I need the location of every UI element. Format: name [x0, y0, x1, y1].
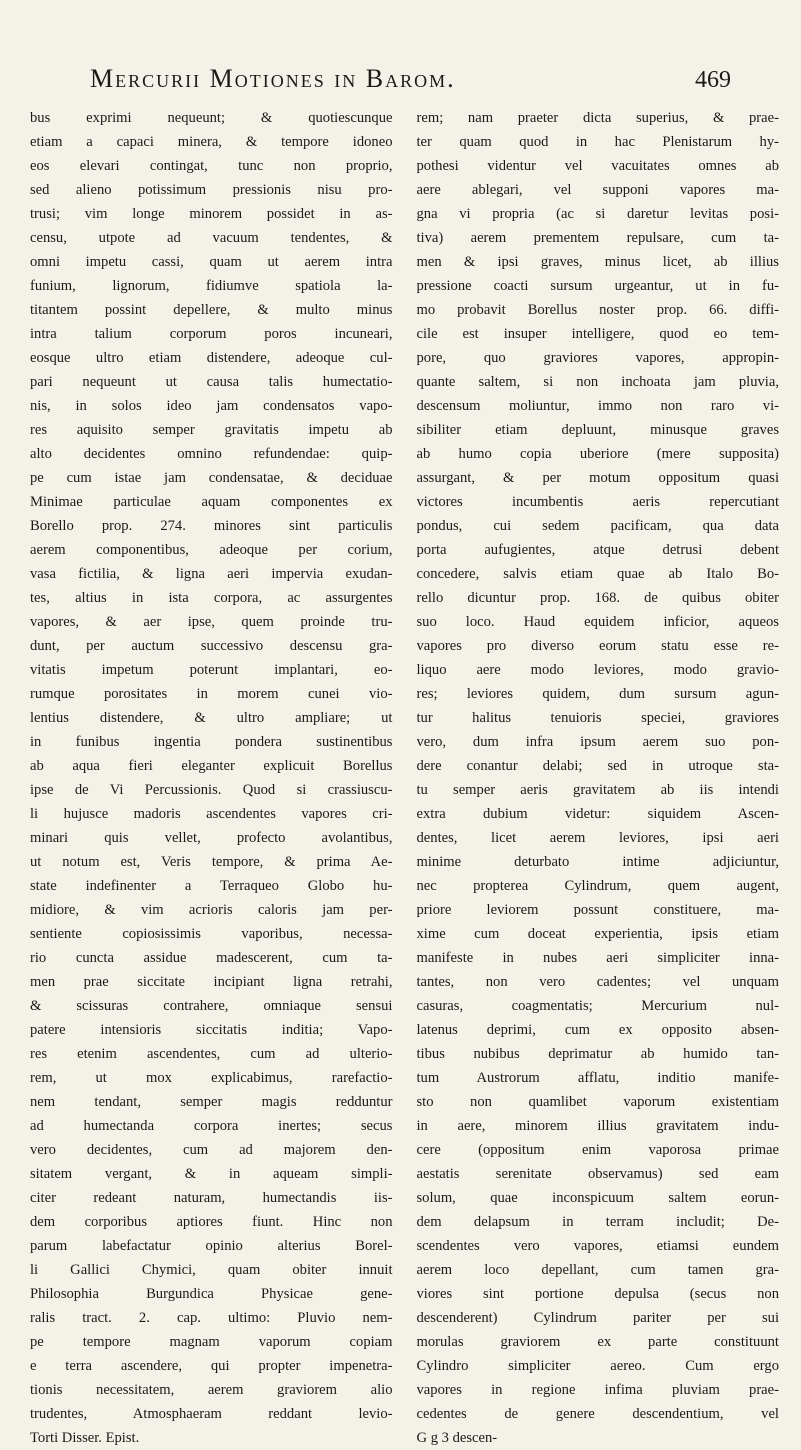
- text-line: rumque porositates in morem cunei vio-: [30, 686, 393, 702]
- text-line: alto decidentes omnino refundendae: quip-: [30, 446, 393, 462]
- text-line: liquo aere modo leviores, modo gravio-: [416, 662, 779, 678]
- text-line: aere ablegari, vel supponi vapores ma-: [416, 182, 779, 198]
- text-line: concedere, salvis etiam quae ab Italo Bo-: [416, 566, 779, 582]
- text-line: assurgant, & per motum oppositum quasi: [416, 470, 779, 486]
- text-line: aerem loco depellant, cum tamen gra-: [416, 1262, 779, 1278]
- text-line: in funibus ingentia pondera sustinentibus: [30, 734, 393, 750]
- text-line: solum, quae inconspicuum saltem eorun-: [416, 1190, 779, 1206]
- text-line: sto non quamlibet vaporum existentiam: [416, 1094, 779, 1110]
- text-line: pondus, cui sedem pacificam, qua data: [416, 518, 779, 534]
- text-line: e terra ascendere, qui propter impenetra-: [30, 1358, 393, 1374]
- right-column: [416, 106, 780, 1446]
- text-line: vapores in regione infima pluviam prae-: [416, 1382, 779, 1398]
- text-line: quante saltem, si non inchoata jam pluvia,: [416, 374, 779, 390]
- text-line: tionis necessitatem, aerem graviorem alio: [30, 1382, 393, 1398]
- text-line: Philosophia Burgundica Physicae gene-: [30, 1286, 393, 1302]
- text-line: casuras, coagmentatis; Mercurium nul-: [416, 998, 779, 1014]
- text-line: Minimae particulae aquam componentes ex: [30, 494, 393, 510]
- text-line: li Gallici Chymici, quam obiter innuit: [30, 1262, 393, 1278]
- text-line: tiva) aerem prementem repulsare, cum ta-: [416, 230, 779, 246]
- text-line: ab humo copia uberiore (mere supposita): [416, 446, 779, 462]
- text-line: nis, in solos ideo jam condensatos vapo-: [30, 398, 393, 414]
- text-line: scendentes vero vapores, etiamsi eundem: [416, 1238, 779, 1254]
- text-line: rio cuncta assidue madescerent, cum ta-: [30, 950, 393, 966]
- text-line: Cylindro simpliciter aereo. Cum ergo: [416, 1358, 779, 1374]
- left-column: [30, 106, 393, 1446]
- text-line: res aquisito semper gravitatis impetu ab: [30, 422, 393, 438]
- text-line: descenderent) Cylindrum pariter per sui: [416, 1310, 779, 1326]
- text-line: ut notum est, Veris tempore, & prima Ae-: [30, 854, 393, 870]
- text-line: nem tendant, semper magis redduntur: [30, 1094, 393, 1110]
- text-line: aerem componentibus, adeoque per corium,: [30, 542, 393, 558]
- text-line: manifeste in nubes aeri simpliciter inna-: [416, 950, 779, 966]
- text-line: suo loco. Haud equidem inficior, aqueos: [416, 614, 779, 630]
- text-line: li hujusce madoris ascendentes vapores cri-: [30, 806, 393, 822]
- text-line: rem, ut mox explicabimus, rarefactio-: [30, 1070, 393, 1086]
- text-line: trudentes, Atmosphaeram reddant levio-: [30, 1406, 393, 1422]
- text-line: sitatem vergant, & in aqueam simpli-: [30, 1166, 393, 1182]
- text-line: vero decidentes, cum ad majorem den-: [30, 1142, 393, 1158]
- text-line: pe cum istae jam condensatae, & deciduae: [30, 470, 393, 486]
- text-line: rello dicuntur prop. 168. de quibus obiter: [416, 590, 779, 606]
- text-line: sed alieno potissimum pressionis nisu pro-: [30, 182, 393, 198]
- text-line: priore leviorem possunt constituere, ma-: [416, 902, 779, 918]
- text-line: xime cum doceat experientia, ipsis etiam: [416, 926, 779, 942]
- text-line: tantes, non vero cadentes; vel unquam: [416, 974, 779, 990]
- text-line: vasa fictilia, & ligna aeri impervia exudan-: [30, 566, 393, 582]
- text-line: men prae siccitate incipiant ligna retrahi,: [30, 974, 393, 990]
- text-line: nec propterea Cylindrum, quem augent,: [416, 878, 779, 894]
- text-line: ad humectanda corpora inertes; secus: [30, 1118, 393, 1134]
- text-line: titantem possint depellere, & multo minus: [30, 302, 393, 318]
- text-columns: [30, 106, 779, 1446]
- text-line: mo probavit Borellus noster prop. 66. diffi-: [416, 302, 779, 318]
- text-line: bus exprimi nequeunt; & quotiescunque: [30, 110, 393, 126]
- text-line: res; leviores quidem, dum sursum agun-: [416, 686, 779, 702]
- text-line: ter quam quod in hac Plenistarum hy-: [416, 134, 779, 150]
- text-line: lentius distendere, & ultro ampliare; ut: [30, 710, 393, 726]
- text-line: pressione coacti sursum urgeantur, ut in fu-: [416, 278, 779, 294]
- text-line: funium, lignorum, fidiumve spatiola la-: [30, 278, 393, 294]
- text-line: morulas graviorem ex parte constituunt: [416, 1334, 779, 1350]
- text-line: dem delapsum in terram includit; De-: [416, 1214, 779, 1230]
- text-line: dere conantur delabi; sed in utroque sta-: [416, 758, 779, 774]
- text-line: descensum moliuntur, immo non raro vi-: [416, 398, 779, 414]
- text-line: vitatis impetum poterunt implantari, eo-: [30, 662, 393, 678]
- text-line: citer redeant naturam, humectandis iis-: [30, 1190, 393, 1206]
- text-line: trusi; vim longe minorem possidet in as-: [30, 206, 393, 222]
- text-line: tes, altius in ista corpora, ac assurgentes: [30, 590, 393, 606]
- text-line: G g 3 descen-: [416, 1430, 498, 1446]
- text-line: Torti Disser. Epist.: [30, 1430, 140, 1446]
- text-line: ralis tract. 2. cap. ultimo: Pluvio nem-: [30, 1310, 393, 1326]
- text-line: pari nequeunt ut causa talis humectatio-: [30, 374, 393, 390]
- text-line: in aere, minorem illius gravitatem indu-: [416, 1118, 779, 1134]
- text-line: extra dubium videtur: siquidem Ascen-: [416, 806, 779, 822]
- text-line: vapores pro diverso eorum statu esse re-: [416, 638, 779, 654]
- text-line: dem corporibus aptiores fiunt. Hinc non: [30, 1214, 393, 1230]
- text-line: dentes, licet aerem leviores, ipsi aeri: [416, 830, 779, 846]
- text-line: men & ipsi graves, minus licet, ab illius: [416, 254, 779, 270]
- text-line: latenus deprimi, cum ex opposito absen-: [416, 1022, 779, 1038]
- running-title: Mercurii Motiones in Barom.: [90, 64, 456, 93]
- text-line: Borello prop. 274. minores sint particulis: [30, 518, 393, 534]
- text-line: tibus nubibus deprimatur ab humido tan-: [416, 1046, 779, 1062]
- text-line: eosque ultro etiam distendere, adeoque cul-: [30, 350, 393, 366]
- text-line: tur halitus tenuioris speciei, graviores: [416, 710, 779, 726]
- text-line: parum labefactatur opinio alterius Borel-: [30, 1238, 393, 1254]
- text-line: ipse de Vi Percussionis. Quod si crassiuscu-: [30, 782, 393, 798]
- text-line: ab aqua fieri eleganter explicuit Borellus: [30, 758, 393, 774]
- text-line: cile est insuper intelligere, quod eo tem-: [416, 326, 779, 342]
- text-line: & scissuras contrahere, omniaque sensui: [30, 998, 393, 1014]
- text-line: victores incumbentis aeris repercutiant: [416, 494, 779, 510]
- text-line: porta aufugientes, atque detrusi debent: [416, 542, 779, 558]
- text-line: aestatis serenitate observamus) sed eam: [416, 1166, 779, 1182]
- text-line: patere intensioris siccitatis inditia; Vapo-: [30, 1022, 393, 1038]
- text-line: sentiente copiosissimis vaporibus, necessa-: [30, 926, 393, 942]
- text-line: tu semper aeris gravitatem ab iis intendi: [416, 782, 779, 798]
- text-line: pe tempore magnam vaporum copiam: [30, 1334, 393, 1350]
- text-line: minari quis vellet, profecto avolantibus,: [30, 830, 393, 846]
- text-line: omni impetu cassi, quam ut aerem intra: [30, 254, 393, 270]
- text-line: dunt, per auctum successivo descensu gra-: [30, 638, 393, 654]
- text-line: viores sint portione depulsa (secus non: [416, 1286, 779, 1302]
- text-line: cere (oppositum enim vaporosa primae: [416, 1142, 779, 1158]
- text-line: etiam a capaci minera, & tempore idoneo: [30, 134, 393, 150]
- text-line: rem; nam praeter dicta superius, & prae-: [416, 110, 779, 126]
- text-line: pore, quo graviores vapores, appropin-: [416, 350, 779, 366]
- text-line: cedentes de genere descendentium, vel: [416, 1406, 779, 1422]
- text-line: state indefinenter a Terraqueo Globo hu-: [30, 878, 393, 894]
- text-line: censu, utpote ad vacuum tendentes, &: [30, 230, 393, 246]
- text-line: sibiliter etiam depluunt, minusque graves: [416, 422, 779, 438]
- text-line: pothesi videntur vel vacuitates omnes ab: [416, 158, 779, 174]
- text-line: tum Austrorum afflatu, inditio manife-: [416, 1070, 779, 1086]
- text-line: midiore, & vim acrioris caloris jam per-: [30, 902, 393, 918]
- text-line: intra talium corporum poros incuneari,: [30, 326, 393, 342]
- text-line: vero, dum infra ipsum aerem suo pon-: [416, 734, 779, 750]
- running-header: [90, 64, 731, 94]
- text-line: vapores, & aer ipse, quem proinde tru-: [30, 614, 393, 630]
- text-line: res etenim ascendentes, cum ad ulterio-: [30, 1046, 393, 1062]
- text-line: eos elevari contingat, tunc non proprio,: [30, 158, 393, 174]
- text-line: minime deturbato intime adjiciuntur,: [416, 854, 779, 870]
- page-number: 469: [695, 67, 731, 93]
- text-line: gna vi propria (ac si daretur levitas posi-: [416, 206, 779, 222]
